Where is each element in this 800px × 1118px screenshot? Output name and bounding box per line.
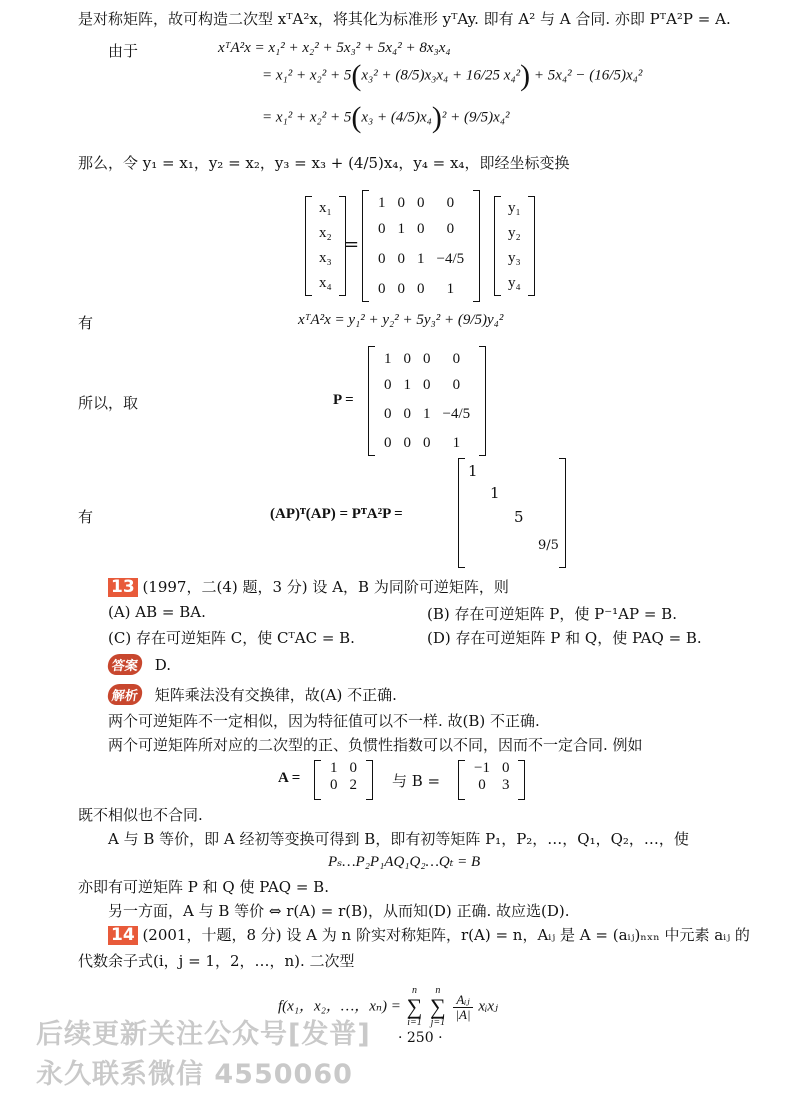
q13-elementary-product: Pₛ…P₂P₁AQ₁Q₂…Qₜ = B (328, 854, 481, 870)
equation-line-2: = x₁² + x₂² + 5(x₃² + (8/5)x₃x₄ + 16/25 x₄²) + 5x₄² − (16/5)x₄² (262, 59, 643, 92)
equation-line-3: = x₁² + x₂² + 5(x₃ + (4/5)x₄)² + (9/5)x₄² (262, 101, 510, 134)
cofactor-fraction: $\frac{\text{Aᵢⱼ}}{|A|}$ (455, 991, 471, 1022)
diag-entry: 1 (468, 462, 478, 480)
since-label: 由于 (108, 42, 139, 60)
analysis-text-1: 矩阵乘法没有交换律，故(A) 不正确. (154, 686, 397, 704)
q13-text: (1997，二(4) 题，3 分) 设 A，B 为同阶可逆矩阵，则 (142, 578, 509, 596)
q14-stem (108, 924, 750, 945)
formula-tail: xᵢxⱼ (478, 998, 498, 1015)
intro-line: 是对称矩阵，故可构造二次型 xᵀA²x，将其化为标准形 yᵀAy. 即有 A² 与 A 合同. 亦即 PᵀA²P = A. (78, 10, 731, 28)
so-take-label: 所以，取 (78, 394, 139, 412)
q13-analysis-3: 两个可逆矩阵所对应的二次型的正、负惯性指数可以不同，因而不一定合同. 例如 (108, 736, 643, 754)
example-a-label: A = (278, 770, 301, 786)
standard-form-equation: xᵀA²x = y₁² + y₂² + 5y₃² + (9/5)y₄² (298, 312, 504, 328)
q13-analysis-2: 两个可逆矩阵不一定相似，因为特征值可以不一样. 故(B) 不正确. (108, 712, 540, 730)
q14-number: 14 (108, 926, 138, 945)
equals-sign: = (344, 234, 360, 255)
ap-equation: (AP)ᵀ(AP) = PᵀA²P = (270, 506, 403, 522)
q13-option-d: (D) 存在可逆矩阵 P 和 Q，使 PAQ = B. (427, 629, 702, 647)
q13-number: 13 (108, 578, 138, 597)
diag-entry: 9/5 (538, 538, 559, 553)
equation-3-inner: x₃ + (4/5)x₄ (361, 109, 432, 126)
diagonal-matrix (458, 458, 566, 568)
transform-matrix: 1 0 0 0 0 1 0 0 0 0 1 −4/5 0 0 0 1 (362, 190, 480, 302)
substitution-line: 那么，令 y₁ = x₁，y₂ = x₂，y₃ = x₃ + (4/5)x₄，y₄ = x₄，即经坐标变换 (78, 154, 570, 172)
example-matrix-a: 1 0 0 2 (314, 760, 373, 800)
q13-analysis-7: 亦即有可逆矩阵 P 和 Q 使 PAQ = B. (78, 878, 329, 896)
formula-lhs: f(x₁，x₂，…，xₙ) = (278, 998, 401, 1015)
q13-analysis-8: 另一方面，A 与 B 等价 ⇔ r(A) = r(B)，从而知(D) 正确. 故应选(D). (108, 902, 570, 920)
q13-stem (108, 576, 509, 597)
have-label-2: 有 (78, 508, 94, 526)
sum-i: n ∑ i=1 (406, 985, 423, 1028)
x-vector-entry: x₄ (319, 275, 332, 291)
answer-text: D. (154, 656, 172, 674)
example-matrix-b: −1 0 0 3 (458, 760, 525, 800)
p-matrix: 1 0 0 0 0 1 0 0 0 0 1 −4/5 0 0 0 1 (368, 346, 486, 456)
q13-analysis-5: A 与 B 等价，即 A 经初等变换可得到 B，即有初等矩阵 P₁，P₂，…，Q₁，Q₂，…，使 (108, 830, 689, 848)
p-equals: P = (333, 392, 354, 408)
x-vector-entry: x₃ (319, 250, 332, 266)
x-vector (305, 196, 346, 296)
equation-3-post: ² + (9/5)x₄² (441, 109, 510, 126)
y-vector: y₁ y₂ y₃ y₄ (494, 196, 535, 296)
watermark-line-1: 后续更新关注公众号[发普] (36, 1019, 371, 1050)
q13-answer (108, 654, 171, 675)
sum-j: n ∑ j=1 (430, 985, 446, 1028)
q13-option-b: (B) 存在可逆矩阵 P，使 P⁻¹AP = B. (427, 605, 677, 623)
q14-stem-2: 代数余子式(i，j = 1，2，…，n). 二次型 (78, 952, 355, 970)
answer-badge: 答案 (107, 654, 144, 675)
q13-option-c: (C) 存在可逆矩阵 C，使 CᵀAC = B. (108, 629, 355, 647)
analysis-badge: 解析 (107, 684, 144, 705)
diag-entry: 5 (514, 508, 524, 526)
equation-2-post: + 5x₄² − (16/5)x₄² (533, 67, 643, 84)
example-and-b: 与 B = (392, 772, 441, 790)
diag-entry: 1 (490, 484, 500, 502)
equation-2-pre: = x₁² + x₂² + 5 (262, 67, 352, 84)
q13-option-a: (A) AB = BA. (108, 603, 206, 621)
q13-analysis-1 (108, 684, 397, 705)
q14-text: (2001，十题，8 分) 设 A 为 n 阶实对称矩阵，r(A) = n，Aᵢⱼ 是 A = (aᵢⱼ)ₙₓₙ 中元素 aᵢⱼ 的 (142, 926, 750, 944)
equation-2-inner: x₃² + (8/5)x₃x₄ + 16/25 x₄² (361, 67, 521, 84)
page-number: · 250 · (398, 1030, 443, 1046)
x-vector-entry: x₂ (319, 225, 332, 241)
equation-line-1: xᵀA²x = x₁² + x₂² + 5x₃² + 5x₄² + 8x₃x₄ (218, 40, 451, 56)
watermark-line-2: 永久联系微信 4550060 (36, 1059, 353, 1090)
x-vector-entry: x₁ (319, 200, 332, 216)
q13-analysis-4: 既不相似也不合同. (78, 806, 203, 824)
have-label-1: 有 (78, 314, 94, 332)
equation-3-pre: = x₁² + x₂² + 5 (262, 109, 352, 126)
